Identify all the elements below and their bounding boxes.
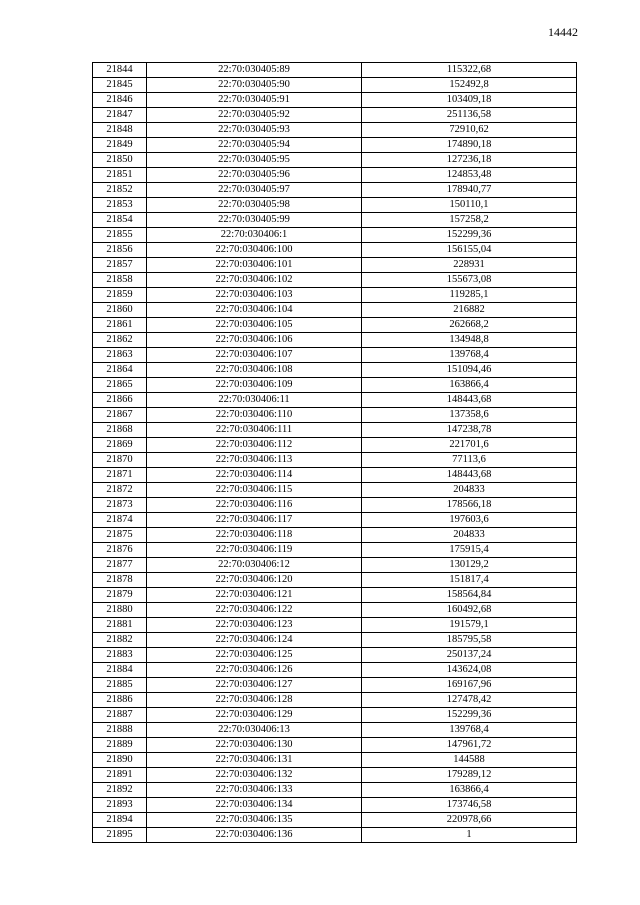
cadastral-number-cell: 22:70:030406:118 — [147, 528, 362, 543]
cadastral-value-cell: 155673,08 — [362, 273, 577, 288]
cadastral-number-cell: 22:70:030405:92 — [147, 108, 362, 123]
cadastral-number-cell: 22:70:030406:111 — [147, 423, 362, 438]
row-number-cell: 21888 — [93, 723, 147, 738]
table-row — [93, 588, 577, 603]
cadastral-number-cell: 22:70:030406:117 — [147, 513, 362, 528]
table-row — [93, 123, 577, 138]
table-row — [93, 483, 577, 498]
row-number-cell: 21880 — [93, 603, 147, 618]
cadastral-value-cell: 191579,1 — [362, 618, 577, 633]
row-number-cell: 21845 — [93, 78, 147, 93]
table-row — [93, 138, 577, 153]
cadastral-number-cell: 22:70:030406:107 — [147, 348, 362, 363]
cadastral-number-cell: 22:70:030406:125 — [147, 648, 362, 663]
row-number-cell: 21883 — [93, 648, 147, 663]
table-row — [93, 78, 577, 93]
table-row — [93, 63, 577, 78]
table-row — [93, 723, 577, 738]
cadastral-number-cell: 22:70:030405:95 — [147, 153, 362, 168]
cadastral-number-cell: 22:70:030406:116 — [147, 498, 362, 513]
row-number-cell: 21877 — [93, 558, 147, 573]
row-number-cell: 21871 — [93, 468, 147, 483]
cadastral-number-cell: 22:70:030406:110 — [147, 408, 362, 423]
cadastral-value-cell: 147961,72 — [362, 738, 577, 753]
row-number-cell: 21862 — [93, 333, 147, 348]
cadastral-value-cell: 178566,18 — [362, 498, 577, 513]
row-number-cell: 21850 — [93, 153, 147, 168]
cadastral-value-cell: 139768,4 — [362, 723, 577, 738]
row-number-cell: 21874 — [93, 513, 147, 528]
row-number-cell: 21878 — [93, 573, 147, 588]
cadastral-number-cell: 22:70:030406:108 — [147, 363, 362, 378]
table-row — [93, 288, 577, 303]
cadastral-number-cell: 22:70:030405:89 — [147, 63, 362, 78]
cadastral-value-cell: 197603,6 — [362, 513, 577, 528]
row-number-cell: 21861 — [93, 318, 147, 333]
row-number-cell: 21851 — [93, 168, 147, 183]
cadastral-number-cell: 22:70:030406:120 — [147, 573, 362, 588]
cadastral-value-table — [92, 62, 577, 843]
cadastral-value-cell: 150110,1 — [362, 198, 577, 213]
cadastral-number-cell: 22:70:030406:134 — [147, 798, 362, 813]
table-row — [93, 258, 577, 273]
table-row — [93, 768, 577, 783]
table-row — [93, 753, 577, 768]
table-row — [93, 513, 577, 528]
table-row — [93, 828, 577, 843]
table-row — [93, 468, 577, 483]
cadastral-number-cell: 22:70:030406:101 — [147, 258, 362, 273]
table-row — [93, 573, 577, 588]
table-row — [93, 453, 577, 468]
cadastral-value-cell: 178940,77 — [362, 183, 577, 198]
cadastral-number-cell: 22:70:030406:105 — [147, 318, 362, 333]
table-row — [93, 228, 577, 243]
table-row — [93, 498, 577, 513]
row-number-cell: 21846 — [93, 93, 147, 108]
cadastral-value-cell: 77113,6 — [362, 453, 577, 468]
cadastral-value-cell: 152299,36 — [362, 228, 577, 243]
row-number-cell: 21881 — [93, 618, 147, 633]
table-row — [93, 348, 577, 363]
cadastral-number-cell: 22:70:030406:114 — [147, 468, 362, 483]
cadastral-value-cell: 147238,78 — [362, 423, 577, 438]
cadastral-number-cell: 22:70:030405:94 — [147, 138, 362, 153]
cadastral-number-cell: 22:70:030406:119 — [147, 543, 362, 558]
table-row — [93, 153, 577, 168]
cadastral-value-cell: 127236,18 — [362, 153, 577, 168]
cadastral-value-cell: 163866,4 — [362, 783, 577, 798]
cadastral-number-cell: 22:70:030406:13 — [147, 723, 362, 738]
table-row — [93, 378, 577, 393]
cadastral-number-cell: 22:70:030405:90 — [147, 78, 362, 93]
row-number-cell: 21885 — [93, 678, 147, 693]
cadastral-value-cell: 221701,6 — [362, 438, 577, 453]
row-number-cell: 21849 — [93, 138, 147, 153]
cadastral-value-cell: 204833 — [362, 528, 577, 543]
cadastral-value-cell: 139768,4 — [362, 348, 577, 363]
cadastral-number-cell: 22:70:030405:91 — [147, 93, 362, 108]
cadastral-value-cell: 163866,4 — [362, 378, 577, 393]
cadastral-value-cell: 251136,58 — [362, 108, 577, 123]
page-number: 14442 — [548, 25, 578, 39]
table-row — [93, 558, 577, 573]
row-number-cell: 21858 — [93, 273, 147, 288]
cadastral-number-cell: 22:70:030406:127 — [147, 678, 362, 693]
cadastral-value-cell: 148443,68 — [362, 393, 577, 408]
cadastral-number-cell: 22:70:030406:123 — [147, 618, 362, 633]
row-number-cell: 21875 — [93, 528, 147, 543]
row-number-cell: 21887 — [93, 708, 147, 723]
row-number-cell: 21856 — [93, 243, 147, 258]
row-number-cell: 21893 — [93, 798, 147, 813]
cadastral-number-cell: 22:70:030406:121 — [147, 588, 362, 603]
table-row — [93, 648, 577, 663]
cadastral-value-cell: 185795,58 — [362, 633, 577, 648]
row-number-cell: 21889 — [93, 738, 147, 753]
row-number-cell: 21853 — [93, 198, 147, 213]
cadastral-value-cell: 179289,12 — [362, 768, 577, 783]
cadastral-value-cell: 175915,4 — [362, 543, 577, 558]
table-row — [93, 273, 577, 288]
cadastral-number-cell: 22:70:030406:112 — [147, 438, 362, 453]
cadastral-number-cell: 22:70:030406:102 — [147, 273, 362, 288]
cadastral-value-cell: 103409,18 — [362, 93, 577, 108]
table-row — [93, 678, 577, 693]
row-number-cell: 21892 — [93, 783, 147, 798]
cadastral-value-cell: 115322,68 — [362, 63, 577, 78]
cadastral-value-cell: 174890,18 — [362, 138, 577, 153]
row-number-cell: 21868 — [93, 423, 147, 438]
cadastral-number-cell: 22:70:030406:103 — [147, 288, 362, 303]
cadastral-number-cell: 22:70:030406:100 — [147, 243, 362, 258]
cadastral-value-cell: 216882 — [362, 303, 577, 318]
table-row — [93, 108, 577, 123]
cadastral-value-cell: 137358,6 — [362, 408, 577, 423]
table-row — [93, 168, 577, 183]
table-row — [93, 93, 577, 108]
cadastral-value-cell: 134948,8 — [362, 333, 577, 348]
table-row — [93, 198, 577, 213]
row-number-cell: 21873 — [93, 498, 147, 513]
cadastral-number-cell: 22:70:030405:93 — [147, 123, 362, 138]
table-row — [93, 438, 577, 453]
cadastral-number-cell: 22:70:030406:115 — [147, 483, 362, 498]
table-row — [93, 213, 577, 228]
cadastral-number-cell: 22:70:030406:132 — [147, 768, 362, 783]
cadastral-number-cell: 22:70:030406:129 — [147, 708, 362, 723]
table-row — [93, 798, 577, 813]
table-row — [93, 738, 577, 753]
cadastral-value-cell: 173746,58 — [362, 798, 577, 813]
table-row — [93, 363, 577, 378]
cadastral-number-cell: 22:70:030405:96 — [147, 168, 362, 183]
row-number-cell: 21844 — [93, 63, 147, 78]
row-number-cell: 21884 — [93, 663, 147, 678]
table-row — [93, 618, 577, 633]
row-number-cell: 21864 — [93, 363, 147, 378]
row-number-cell: 21886 — [93, 693, 147, 708]
cadastral-value-cell: 262668,2 — [362, 318, 577, 333]
cadastral-number-cell: 22:70:030406:113 — [147, 453, 362, 468]
table-row — [93, 318, 577, 333]
cadastral-value-cell: 124853,48 — [362, 168, 577, 183]
table-row — [93, 528, 577, 543]
row-number-cell: 21866 — [93, 393, 147, 408]
row-number-cell: 21855 — [93, 228, 147, 243]
cadastral-number-cell: 22:70:030405:99 — [147, 213, 362, 228]
row-number-cell: 21859 — [93, 288, 147, 303]
cadastral-number-cell: 22:70:030406:104 — [147, 303, 362, 318]
cadastral-number-cell: 22:70:030406:133 — [147, 783, 362, 798]
row-number-cell: 21860 — [93, 303, 147, 318]
table-row — [93, 813, 577, 828]
cadastral-value-cell: 157258,2 — [362, 213, 577, 228]
cadastral-value-cell: 158564,84 — [362, 588, 577, 603]
cadastral-number-cell: 22:70:030406:109 — [147, 378, 362, 393]
cadastral-value-cell: 119285,1 — [362, 288, 577, 303]
cadastral-value-cell: 130129,2 — [362, 558, 577, 573]
cadastral-value-cell: 151094,46 — [362, 363, 577, 378]
row-number-cell: 21870 — [93, 453, 147, 468]
cadastral-value-cell: 127478,42 — [362, 693, 577, 708]
cadastral-number-cell: 22:70:030406:122 — [147, 603, 362, 618]
cadastral-number-cell: 22:70:030405:97 — [147, 183, 362, 198]
cadastral-value-cell: 143624,08 — [362, 663, 577, 678]
cadastral-value-cell: 152299,36 — [362, 708, 577, 723]
table-row — [93, 303, 577, 318]
table-body — [93, 63, 577, 843]
cadastral-value-cell: 152492,8 — [362, 78, 577, 93]
row-number-cell: 21863 — [93, 348, 147, 363]
row-number-cell: 21854 — [93, 213, 147, 228]
row-number-cell: 21869 — [93, 438, 147, 453]
row-number-cell: 21847 — [93, 108, 147, 123]
row-number-cell: 21879 — [93, 588, 147, 603]
table-row — [93, 708, 577, 723]
cadastral-number-cell: 22:70:030406:126 — [147, 663, 362, 678]
row-number-cell: 21857 — [93, 258, 147, 273]
table-row — [93, 783, 577, 798]
row-number-cell: 21891 — [93, 768, 147, 783]
row-number-cell: 21890 — [93, 753, 147, 768]
row-number-cell: 21848 — [93, 123, 147, 138]
cadastral-value-cell: 220978,66 — [362, 813, 577, 828]
cadastral-value-cell: 250137,24 — [362, 648, 577, 663]
row-number-cell: 21876 — [93, 543, 147, 558]
table-row — [93, 423, 577, 438]
cadastral-value-cell: 169167,96 — [362, 678, 577, 693]
table-row — [93, 408, 577, 423]
row-number-cell: 21894 — [93, 813, 147, 828]
cadastral-number-cell: 22:70:030405:98 — [147, 198, 362, 213]
row-number-cell: 21895 — [93, 828, 147, 843]
cadastral-number-cell: 22:70:030406:124 — [147, 633, 362, 648]
row-number-cell: 21865 — [93, 378, 147, 393]
cadastral-number-cell: 22:70:030406:128 — [147, 693, 362, 708]
cadastral-number-cell: 22:70:030406:106 — [147, 333, 362, 348]
table-row — [93, 393, 577, 408]
table-row — [93, 663, 577, 678]
cadastral-value-cell: 204833 — [362, 483, 577, 498]
cadastral-value-cell: 144588 — [362, 753, 577, 768]
cadastral-number-cell: 22:70:030406:136 — [147, 828, 362, 843]
table-row — [93, 543, 577, 558]
cadastral-number-cell: 22:70:030406:131 — [147, 753, 362, 768]
cadastral-value-cell: 1 — [362, 828, 577, 843]
table-row — [93, 693, 577, 708]
table-row — [93, 603, 577, 618]
cadastral-value-cell: 156155,04 — [362, 243, 577, 258]
cadastral-number-cell: 22:70:030406:11 — [147, 393, 362, 408]
table-row — [93, 333, 577, 348]
cadastral-number-cell: 22:70:030406:135 — [147, 813, 362, 828]
cadastral-value-cell: 72910,62 — [362, 123, 577, 138]
cadastral-value-cell: 151817,4 — [362, 573, 577, 588]
row-number-cell: 21872 — [93, 483, 147, 498]
row-number-cell: 21852 — [93, 183, 147, 198]
table-row — [93, 183, 577, 198]
cadastral-value-cell: 160492,68 — [362, 603, 577, 618]
cadastral-number-cell: 22:70:030406:1 — [147, 228, 362, 243]
table-row — [93, 633, 577, 648]
cadastral-value-cell: 228931 — [362, 258, 577, 273]
row-number-cell: 21882 — [93, 633, 147, 648]
cadastral-number-cell: 22:70:030406:130 — [147, 738, 362, 753]
cadastral-value-cell: 148443,68 — [362, 468, 577, 483]
cadastral-number-cell: 22:70:030406:12 — [147, 558, 362, 573]
table-row — [93, 243, 577, 258]
row-number-cell: 21867 — [93, 408, 147, 423]
